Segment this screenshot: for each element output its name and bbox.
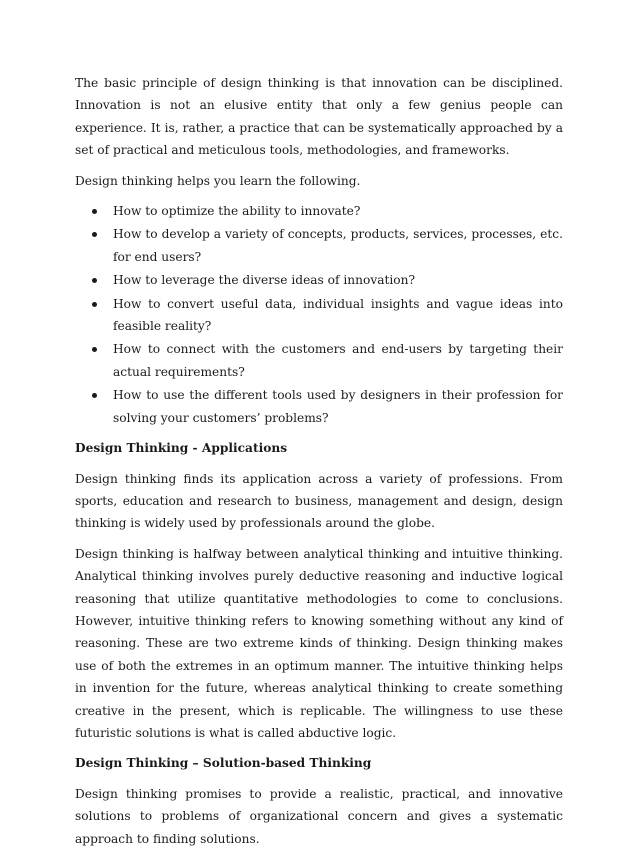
bullet-icon (92, 278, 97, 283)
applications-paragraph: Design thinking finds its application across a variety of professions. From sports, education and research to business, management and design, design thinking is widely used by professionals around the globe. (75, 471, 563, 531)
intro-paragraph: The basic principle of design thinking is that innovation can be disciplined. Innovation is not an elusive entity that only a few genius people can experience. It is, rather, a practice that can be systematically approached by a set of practical and meticulous tools, methodologies, and frameworks. (75, 76, 563, 158)
list-item (75, 338, 563, 383)
bullet-icon (92, 232, 97, 237)
section-heading-applications: Design Thinking - Applications (75, 441, 288, 456)
list-item (75, 269, 563, 291)
list-item (75, 200, 563, 222)
thinking-types-paragraph: Design thinking is halfway between analytical thinking and intuitive thinking. Analytical thinking involves purely deductive reasoning and inductive logical reasoning that utilize quantitative methodologies to come to conclusions. However, intuitive thinking refers to knowing something without any kind of reasoning. These are two extreme kinds of thinking. Design thinking makes use of both the extremes in an optimum manner. The intuitive thinking helps in invention for the future, whereas analytical thinking to create something creative in the present, which is replicable. The willingness to use these futuristic solutions is what is called abductive logic. (75, 546, 563, 740)
list-item (75, 384, 563, 429)
list-item-text: How to use the different tools used by designers in their profession for solving your customers’ problems? (113, 388, 563, 425)
list-item-text: How to develop a variety of concepts, products, services, processes, etc. for end users? (113, 227, 563, 264)
list-item-text: How to convert useful data, individual insights and vague ideas into feasible reality? (113, 296, 563, 334)
bullet-icon (92, 302, 97, 307)
document-body (75, 72, 563, 858)
bullet-icon (92, 393, 97, 398)
bullet-icon (92, 347, 97, 352)
list-item (75, 223, 563, 268)
list-item (75, 293, 563, 338)
solution-paragraph: Design thinking promises to provide a realistic, practical, and innovative solutions to problems of organizational concern and gives a systematic approach to finding solutions. (75, 786, 563, 846)
list-item-text: How to leverage the diverse ideas of innovation? (113, 273, 415, 288)
list-item-text: How to connect with the customers and end-users by targeting their actual requirements? (113, 342, 563, 379)
section-heading-solution-based: Design Thinking – Solution-based Thinking (75, 756, 372, 771)
bullet-icon (92, 209, 97, 214)
intro-lead-in: Design thinking helps you learn the following. (75, 173, 361, 188)
list-item-text: How to optimize the ability to innovate? (113, 204, 361, 219)
bullet-list (75, 200, 563, 429)
